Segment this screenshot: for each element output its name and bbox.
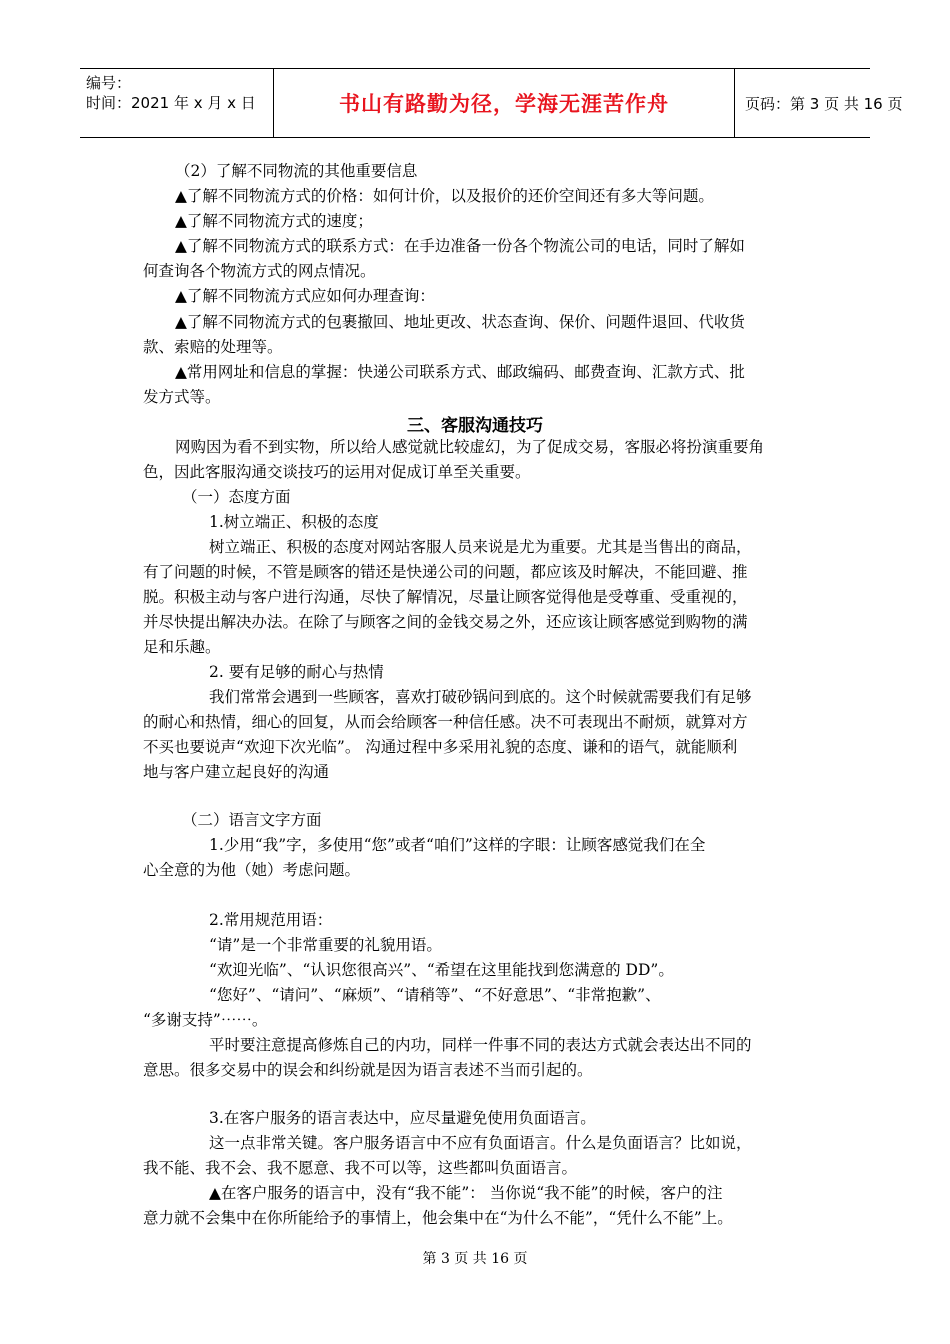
text-line: 这一点非常关键。客户服务语言中不应有负面语言。什么是负面语言？比如说， <box>209 1134 752 1152</box>
page-info: 页码：第 3 页 共 16 页 <box>745 94 903 113</box>
section-title: 三、客服沟通技巧 <box>407 416 543 436</box>
subsection-heading: （2）了解不同物流的其他重要信息 <box>175 162 418 180</box>
text-line: “欢迎光临”、“认识您很高兴”、“希望在这里能找到您满意的 DD”。 <box>209 961 674 979</box>
text-line: ▲了解不同物流方式的包裹撤回、地址更改、状态查询、保价、问题件退回、代收货 <box>175 313 745 331</box>
header-motto-cell <box>274 69 735 137</box>
date-label: 时间：2021 年 x 月 x 日 <box>86 94 256 112</box>
text-line: 平时要注意提高修炼自己的内功，同样一件事不同的表达方式就会表达出不同的 <box>209 1036 752 1054</box>
text-line: 足和乐趣。 <box>143 638 221 656</box>
text-line: 1.少用“我”字，多使用“您”或者“咱们”这样的字眼：让顾客感觉我们在全 <box>209 836 706 854</box>
text-line: 意力就不会集中在你所能给予的事情上，他会集中在“为什么不能”，“凭什么不能”上。 <box>143 1209 733 1227</box>
text-line: “请”是一个非常重要的礼貌用语。 <box>209 936 442 954</box>
text-line: “多谢支持”⋯⋯。 <box>143 1011 268 1029</box>
text-line: ▲了解不同物流方式的速度； <box>175 212 373 230</box>
text-line: 网购因为看不到实物，所以给人感觉就比较虚幻，为了促成交易，客服必将扮演重要角 <box>175 438 765 456</box>
text-line: “您好”、“请问”、“麻烦”、“请稍等”、“不好意思”、“非常抱歉”、 <box>209 986 661 1004</box>
header-meta <box>80 69 274 137</box>
text-line: ▲了解不同物流方式的联系方式：在手边准备一份各个物流公司的电话，同时了解如 <box>175 237 745 255</box>
text-line: ▲在客户服务的语言中，没有“我不能”： 当你说“我不能”的时候，客户的注 <box>209 1184 723 1202</box>
text-line: 色，因此客服沟通交谈技巧的运用对促成订单至关重要。 <box>143 463 531 481</box>
page-footer: 第 3 页 共 16 页 <box>422 1251 528 1267</box>
text-line: ▲了解不同物流方式应如何办理查询： <box>175 287 435 305</box>
text-line: 的耐心和热情，细心的回复，从而会给顾客一种信任感。决不可表现出不耐烦，就算对方 <box>143 713 748 731</box>
page-header <box>80 68 903 138</box>
text-line: 发方式等。 <box>143 388 221 406</box>
text-line: ▲常用网址和信息的掌握：快递公司联系方式、邮政编码、邮费查询、汇款方式、批 <box>175 363 745 381</box>
subsection-heading: （一）态度方面 <box>182 488 291 506</box>
text-line: 我不能、我不会、我不愿意、我不可以等，这些都叫负面语言。 <box>143 1159 578 1177</box>
item-heading: 2.常用规范用语： <box>209 911 333 929</box>
text-line: 不买也要说声“欢迎下次光临”。 沟通过程中多采用礼貌的态度、谦和的语气，就能顺利 <box>143 738 738 756</box>
text-line: 款、索赔的处理等。 <box>143 338 283 356</box>
text-line: 何查询各个物流方式的网点情况。 <box>143 262 376 280</box>
number-label: 编号： <box>86 74 132 92</box>
text-line: ▲了解不同物流方式的价格：如何计价，以及报价的还价空间还有多大等问题。 <box>175 187 714 205</box>
item-heading: 1.树立端正、积极的态度 <box>209 513 379 531</box>
text-line: 有了问题的时候，不管是顾客的错还是快递公司的问题，都应该及时解决，不能回避、推 <box>143 563 748 581</box>
text-line: 意思。很多交易中的误会和纠纷就是因为语言表述不当而引起的。 <box>143 1061 593 1079</box>
text-line: 脱。积极主动与客户进行沟通，尽快了解情况，尽量让顾客觉得他是受尊重、受重视的， <box>143 588 748 606</box>
item-heading: 2. 要有足够的耐心与热情 <box>209 663 384 681</box>
motto: 书山有路勤为径，学海无涯苦作舟 <box>339 92 669 116</box>
text-line: 树立端正、积极的态度对网站客服人员来说是尤为重要。尤其是当售出的商品， <box>209 538 752 556</box>
subsection-heading: （二）语言文字方面 <box>182 811 322 829</box>
item-heading: 3.在客户服务的语言表达中，应尽量避免使用负面语言。 <box>209 1109 596 1127</box>
text-line: 地与客户建立起良好的沟通 <box>143 763 330 781</box>
text-line: 我们常常会遇到一些顾客，喜欢打破砂锅问到底的。这个时候就需要我们有足够 <box>209 688 752 706</box>
text-line: 并尽快提出解决办法。在除了与顾客之间的金钱交易之外，还应该让顾客感觉到购物的满 <box>143 613 748 631</box>
text-line: 心全意的为他（她）考虑问题。 <box>143 861 361 879</box>
